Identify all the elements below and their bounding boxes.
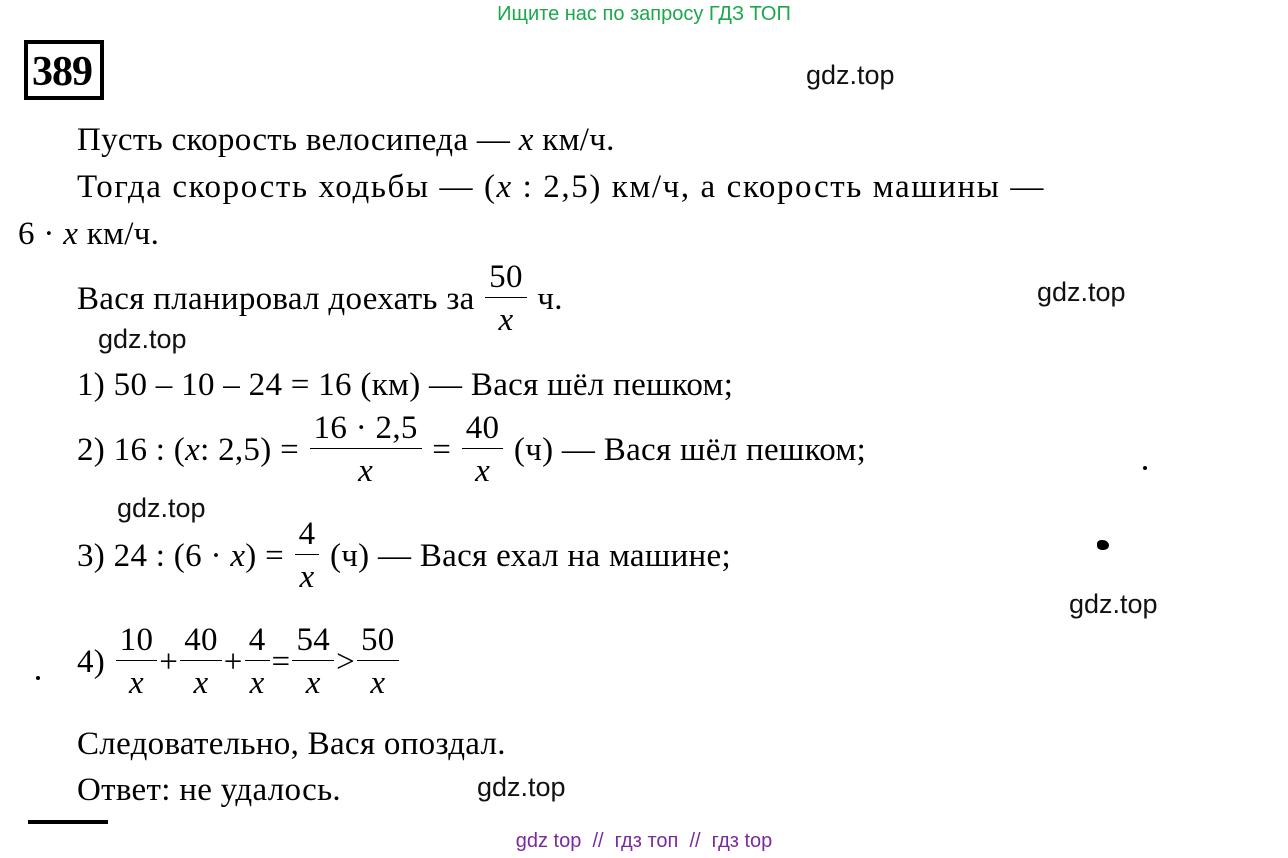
denominator: x <box>358 453 374 489</box>
search-hint: Ищите нас по запросу ГДЗ ТОП <box>497 3 791 25</box>
watermark: gdz.top <box>806 60 895 90</box>
solution-line-4 <box>77 261 563 337</box>
text: 2) 16 : ( <box>77 432 186 468</box>
greater-than-sign: > <box>336 644 355 680</box>
numerator: 4 <box>245 624 270 661</box>
fraction <box>312 412 420 488</box>
denominator: x <box>193 665 209 701</box>
scan-speck <box>1097 540 1109 550</box>
end-rule <box>28 820 108 824</box>
variable-x: x <box>63 216 79 252</box>
fraction <box>182 624 220 700</box>
plus-sign: + <box>159 644 179 680</box>
watermark: gdz.top <box>1069 589 1158 619</box>
watermark: gdz.top <box>1037 277 1126 307</box>
denominator: x <box>305 665 321 701</box>
fraction <box>464 412 502 488</box>
numerator: 40 <box>180 624 222 661</box>
text: км/ч. <box>86 216 160 252</box>
watermark: gdz.top <box>117 493 206 523</box>
numerator: 50 <box>357 624 399 661</box>
solution-line-2 <box>77 167 1045 207</box>
denominator: x <box>498 302 514 338</box>
text: км/ч. <box>542 122 615 158</box>
scan-speck <box>36 676 40 680</box>
footer-links[interactable]: gdz top // гдз топ // гдз top <box>515 830 773 852</box>
text: (ч) — Вася ехал на машине; <box>329 538 731 574</box>
text: ч. <box>537 281 563 317</box>
fraction <box>118 624 156 700</box>
text: 3) 24 : (6 · <box>77 538 222 574</box>
task-number-box <box>24 40 104 100</box>
text: Вася планировал доехать за <box>77 281 475 317</box>
step-label: 4) <box>77 644 106 680</box>
solution-line-1 <box>77 120 615 160</box>
fraction <box>359 624 397 700</box>
numerator: 50 <box>485 261 527 298</box>
solution-line-3 <box>18 214 159 254</box>
equals-sign: = <box>432 432 452 468</box>
denominator: x <box>370 665 386 701</box>
text: Пусть скорость велосипеда — <box>77 122 511 158</box>
watermark: gdz.top <box>98 324 187 354</box>
scan-speck <box>1143 466 1147 470</box>
text: ) = <box>245 538 285 574</box>
variable-x: x <box>230 538 246 574</box>
variable-x: x <box>185 432 201 468</box>
text: : 2,5) км/ч, а скорость машины — <box>522 169 1045 205</box>
numerator: 40 <box>462 412 504 449</box>
answer: Ответ: не удалось. <box>77 772 341 808</box>
fraction <box>297 518 318 594</box>
variable-x: x <box>518 122 534 158</box>
text: : 2,5) = <box>200 432 299 468</box>
text: (ч) — Вася шёл пешком; <box>513 432 867 468</box>
numerator: 10 <box>116 624 158 661</box>
text: 6 · <box>18 216 55 252</box>
denominator: x <box>299 559 315 595</box>
denominator: x <box>128 665 144 701</box>
variable-x: x <box>496 169 513 205</box>
equals-sign: = <box>271 644 291 680</box>
text: Тогда скорость ходьбы — ( <box>77 169 497 205</box>
fraction <box>294 624 332 700</box>
step-3 <box>77 518 731 594</box>
fraction <box>247 624 268 700</box>
denominator: x <box>475 453 491 489</box>
denominator: x <box>249 665 265 701</box>
step-2 <box>77 412 866 488</box>
step-1: 1) 50 – 10 – 24 = 16 (км) — Вася шёл пешком; <box>77 367 734 403</box>
step-4 <box>77 624 401 700</box>
plus-sign: + <box>223 644 243 680</box>
numerator: 16 · 2,5 <box>310 412 422 449</box>
watermark: gdz.top <box>477 772 566 802</box>
fraction <box>487 261 525 337</box>
conclusion: Следовательно, Вася опоздал. <box>77 726 506 762</box>
numerator: 4 <box>295 518 320 555</box>
task-number: 389 <box>32 49 92 95</box>
numerator: 54 <box>292 624 334 661</box>
